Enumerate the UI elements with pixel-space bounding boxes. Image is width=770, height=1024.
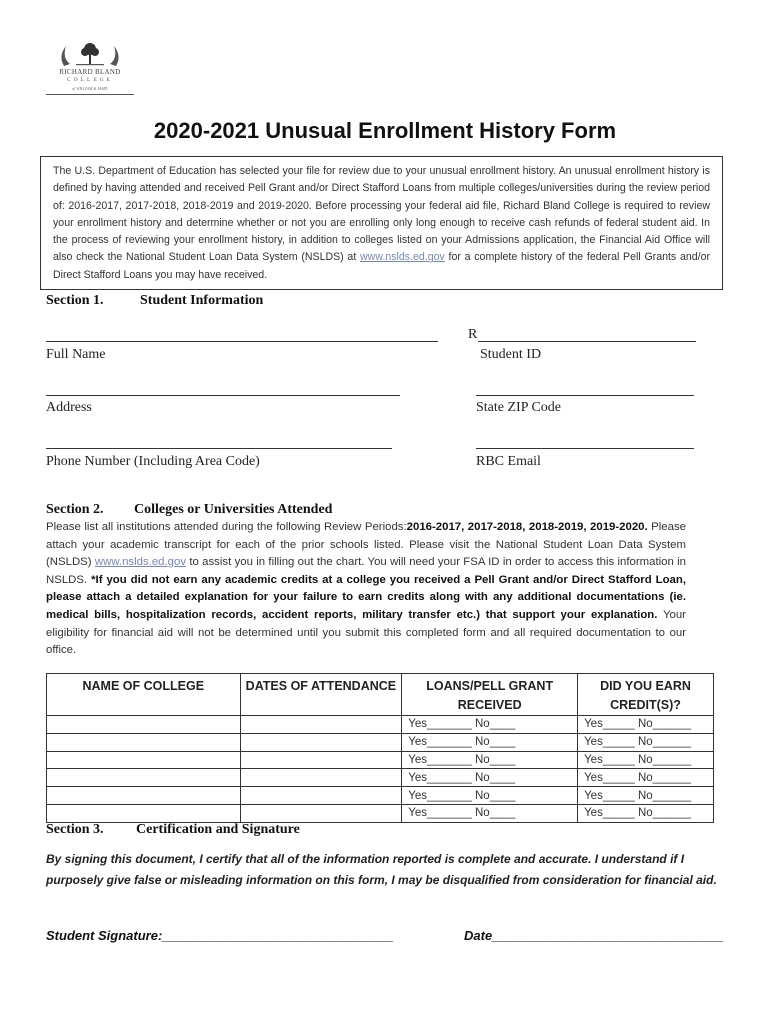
state-zip-field[interactable] <box>476 395 694 396</box>
col-header-credits: DID YOU EARN CREDIT(S)? <box>578 674 714 716</box>
intro-text-1: The U.S. Department of Education has selected your file for review due to your unusual enrollment history. An unusual enrollment history is defined by having attended and received Pell Grant and/or Direct Stafford Loans from multiple colleges/universities during the review period of: 2016-2017, 2017-2018, 2018-2019 and 2019-2020. Before processing your federal aid file, Richard Bland College is required to review your enrollment history and determine whether or not you are enrolling only long enough to receive cash refunds of federal student aid. In the process of reviewing your enrollment history, in addition to colleges listed on your Admissions application, the Financial Aid Office will also check the National Student Loan Data System (NSLDS) at <box>53 165 710 264</box>
para-text-2: Please attach your academic transcript for each of the prior schools listed. Please visit the National Student Loan Data System (NSLDS) <box>46 521 686 569</box>
loans-cell[interactable]: Yes_______ No____ <box>402 769 578 787</box>
dates-cell[interactable] <box>240 787 402 805</box>
col-header-dates: DATES OF ATTENDANCE <box>240 674 402 716</box>
dates-cell[interactable] <box>240 716 402 734</box>
nslds-link-2[interactable]: www.nslds.ed.gov <box>94 556 187 569</box>
table-row <box>47 787 714 805</box>
dates-cell[interactable] <box>240 769 402 787</box>
loans-cell[interactable]: Yes_______ No____ <box>402 787 578 805</box>
tree-emblem-icon <box>44 40 136 68</box>
section3-number: Section 3. <box>46 822 104 837</box>
credits-cell[interactable]: Yes_____ No______ <box>578 733 714 751</box>
nslds-link[interactable]: www.nslds.ed.gov <box>360 251 445 264</box>
para-text-4: Your eligibility for financial aid will not be determined until you submit this completed form and all required documentation to our office. <box>46 608 686 657</box>
date-field[interactable]: Date________________________________ <box>464 928 724 943</box>
table-row <box>47 769 714 787</box>
section1-title: Student Information <box>140 293 264 308</box>
college-name-cell[interactable] <box>47 733 241 751</box>
logo-line-1: RICHARD BLAND <box>59 68 121 76</box>
col-header-loans: LOANS/PELL GRANT RECEIVED <box>402 674 578 716</box>
section2-title: Colleges or Universities Attended <box>134 502 333 517</box>
credits-cell[interactable]: Yes_____ No______ <box>578 804 714 822</box>
section2-number: Section 2. <box>46 502 104 517</box>
section3-title: Certification and Signature <box>136 822 300 837</box>
loans-cell[interactable]: Yes_______ No____ <box>402 716 578 734</box>
credits-cell[interactable]: Yes_____ No______ <box>578 787 714 805</box>
table-row <box>47 716 714 734</box>
para-text-1: Please list all institutions attended during the following Review Periods: <box>46 521 407 533</box>
logo-line-3: of WILLIAM & MARY <box>72 86 108 91</box>
form-title: 2020-2021 Unusual Enrollment History Form <box>153 118 617 143</box>
college-logo <box>44 40 136 106</box>
credits-cell[interactable]: Yes_____ No______ <box>578 769 714 787</box>
address-field[interactable] <box>46 395 400 396</box>
college-name-cell[interactable] <box>47 787 241 805</box>
dates-cell[interactable] <box>240 751 402 769</box>
credits-cell[interactable]: Yes_____ No______ <box>578 716 714 734</box>
certification-text: By signing this document, I certify that all of the information reported is complete and accurate. I understand if I purposely give false or misleading information on this form, I may be disqualified from consideration for financial aid. <box>46 852 717 887</box>
phone-field[interactable] <box>46 448 392 449</box>
colleges-table <box>46 673 714 823</box>
intro-box <box>40 156 723 290</box>
address-label: Address <box>46 400 92 415</box>
rbc-email-label: RBC Email <box>476 454 541 469</box>
full-name-label: Full Name <box>46 347 106 362</box>
phone-label: Phone Number (Including Area Code) <box>46 454 260 469</box>
intro-text-2: for a complete history of the federal Pell Grants and/or Direct Stafford Loans you may have received. <box>53 251 711 281</box>
college-name-cell[interactable] <box>47 751 241 769</box>
logo-rule <box>46 94 134 95</box>
logo-line-2: COLLEGE <box>66 77 114 83</box>
section2-instructions <box>46 519 686 660</box>
col-header-college: NAME OF COLLEGE <box>47 674 241 716</box>
dates-cell[interactable] <box>240 804 402 822</box>
para-bold-notice: *If you did not earn any academic credits at a college you received a Pell Grant and/or Direct Stafford Loan, please attach a detailed explanation for your failure to earn credits along with any additional documentations (ie. medical bills, hospitalization records, accident reports, military transfer etc.) that support your explanation. <box>46 573 686 621</box>
student-signature-field[interactable]: Student Signature:________________________________ <box>46 928 394 943</box>
student-id-field[interactable] <box>478 341 696 342</box>
loans-cell[interactable]: Yes_______ No____ <box>402 751 578 769</box>
loans-cell[interactable]: Yes_______ No____ <box>402 804 578 822</box>
college-name-cell[interactable] <box>47 769 241 787</box>
college-name-cell[interactable] <box>47 716 241 734</box>
loans-cell[interactable]: Yes_______ No____ <box>402 733 578 751</box>
dates-cell[interactable] <box>240 733 402 751</box>
rbc-email-field[interactable] <box>476 448 694 449</box>
credits-cell[interactable]: Yes_____ No______ <box>578 751 714 769</box>
table-row <box>47 804 714 822</box>
table-row <box>47 751 714 769</box>
para-text-3: to assist you in filling out the chart. You will need your FSA ID in order to access this information in NSLDS. <box>46 556 686 586</box>
table-row <box>47 733 714 751</box>
section1-number: Section 1. <box>46 293 104 308</box>
college-name-cell[interactable] <box>47 804 241 822</box>
state-zip-label: State ZIP Code <box>476 400 562 415</box>
para-periods: 2016-2017, 2017-2018, 2018-2019, 2019-2020. <box>406 521 648 533</box>
full-name-field[interactable] <box>46 341 438 342</box>
student-id-label: Student ID <box>480 347 542 362</box>
student-id-prefix: R <box>468 327 478 342</box>
